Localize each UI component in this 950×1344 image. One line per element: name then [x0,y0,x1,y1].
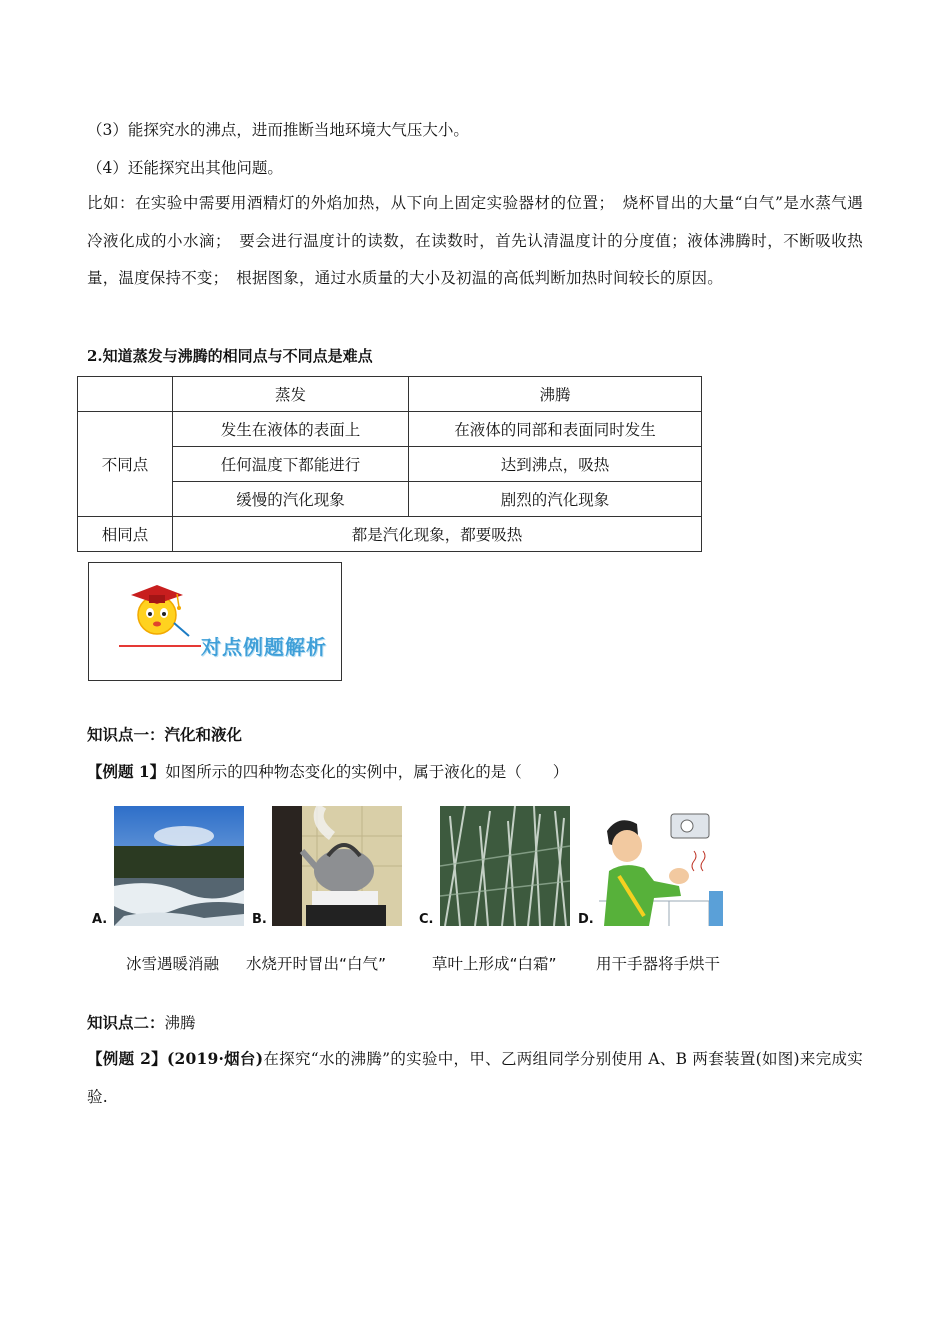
item-4: （4）还能探究出其他问题。 [87,159,283,177]
example-2-source: (2019·烟台) [166,1049,264,1068]
same-value-cell: 都是汽化现象，都要吸热 [173,517,702,552]
example-1 [87,760,568,782]
option-a-caption: 冰雪遇暖消融 [126,955,220,973]
table-cell: 发生在液体的表面上 [173,412,409,447]
same-label-cell: 相同点 [78,517,173,552]
option-b-letter: B. [252,912,267,927]
option-b-image [272,806,402,926]
section-heading-2: 2.知道蒸发与沸腾的相同点与不同点是难点 [87,347,373,365]
knowledge-point-2-title: 沸腾 [164,1014,196,1032]
option-a-letter: A. [92,912,108,927]
example-2-text: 在探究“水的沸腾”的实验中，甲、乙两组同学分别使用 A、B 两套装置(如图)来完成实验. [87,1050,863,1106]
option-b-caption: 水烧开时冒出“白气” [246,955,387,973]
option-d-letter: D. [578,912,594,927]
table-row [78,517,702,552]
banner-title: 对点例题解析 [201,635,327,659]
knowledge-point-2-prefix: 知识点二： [87,1013,165,1032]
table-header-cell: 蒸发 [173,377,409,412]
table-cell: 任何温度下都能进行 [173,447,409,482]
table-header-row [78,377,702,412]
graduate-emoji-icon [117,573,197,645]
option-d-image [599,806,723,926]
knowledge-point-1-heading: 知识点一：汽化和液化 [87,725,243,744]
option-a-image [114,806,244,926]
table-header-cell: 沸腾 [409,377,702,412]
table-cell: 缓慢的汽化现象 [173,482,409,517]
table-cell: 在液体的同部和表面同时发生 [409,412,702,447]
diff-label-cell: 不同点 [78,412,173,517]
option-c-letter: C. [419,912,434,927]
banner-underline [119,645,201,647]
example-2-tag: 【例题 2】 [87,1049,167,1068]
table-row [78,412,702,447]
example-1-text: 如图所示的四种物态变化的实例中，属于液化的是（ ） [165,763,569,781]
table-cell: 剧烈的汽化现象 [409,482,702,517]
item-3: （3）能探究水的沸点，进而推断当地环境大气压大小。 [87,121,469,139]
table-cell: 达到沸点，吸热 [409,447,702,482]
example-2 [87,1040,863,1116]
table-header-cell [78,377,173,412]
example-paragraph: 比如：在实验中需要用酒精灯的外焰加热，从下向上固定实验器材的位置； 烧杯冒出的大量“白气”是水蒸气遇冷液化成的小水滴； 要会进行温度计的读数，在读数时，首先认清温度计的分度值；液体沸腾时，不断吸收热量，温度保持不变； 根据图象，通过水质量的大小及初温的高低判断加热时间较长的原因。 [87,194,863,287]
option-c-image [440,806,570,926]
knowledge-point-2-heading [87,1011,196,1033]
option-c-caption: 草叶上形成“白霜” [432,955,557,973]
section-banner [88,562,342,681]
option-d-caption: 用干手器将手烘干 [596,955,721,973]
example-1-tag: 【例题 1】 [87,762,166,781]
comparison-table [77,376,702,552]
